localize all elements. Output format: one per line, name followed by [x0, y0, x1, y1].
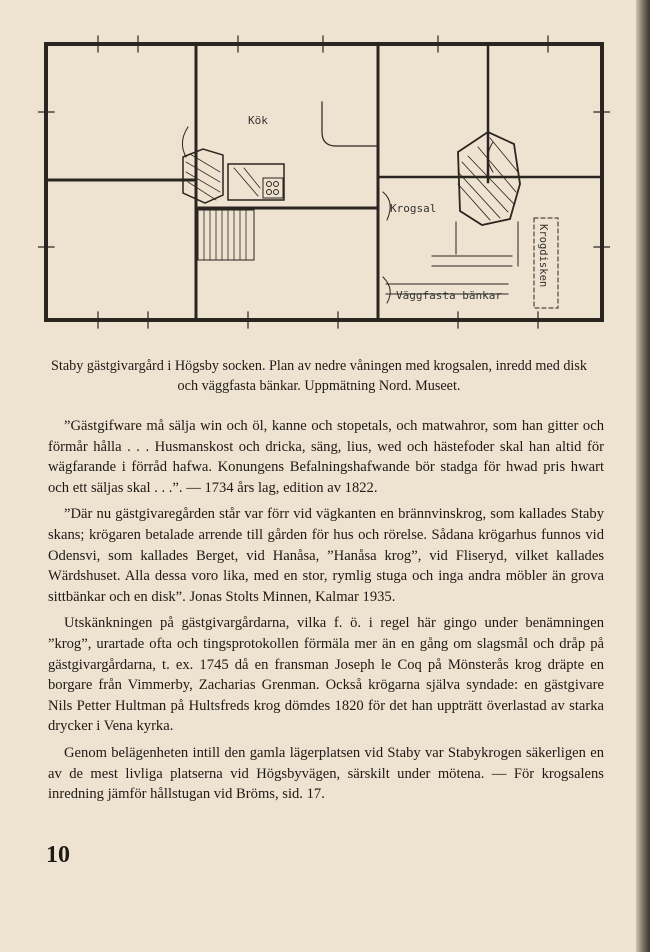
- plan-label-benches: Väggfasta bänkar: [396, 289, 502, 302]
- plan-label-kitchen: Kök: [248, 114, 268, 127]
- paragraph-staby: Genom belägenheten intill den gamla lägerplatsen vid Staby var Stabykrogen säkerligen en av de mest livliga platserna vid Högsbyvägen, särskilt under mötena. — För krogsalens inredning jämför hållstugan vid Bröms, sid. 17.: [48, 744, 604, 803]
- plan-label-tavern-hall: Krogsal: [390, 202, 437, 215]
- figure-caption: Staby gästgivargård i Högsby socken. Plan av nedre våningen med krogsalen, inredd med disk och väggfasta bänkar. Uppmätning Nord. Museet.: [51, 358, 587, 394]
- paragraph-quote-stolt: ”Där nu gästgivaregården står var förr vid vägkanten en brännvinskrog, som kallades Staby skans; krögaren betalade arrende till gården för hus och rörelse. Sådana krögarhus funnos vid Odensvi, som kallades Berget, vid Hanåsa, ”Hanåsa krog”, vid Fliseryd, vilket kallades Wärdshuset. Alla dessa voro lika, med en stor, rymlig stuga och inga andra möbler än grova sittbänkar och en disk”. Jonas Stolts Minnen, Kalmar 1935.: [48, 506, 604, 605]
- body-text: [48, 416, 604, 811]
- page-edge: [636, 0, 650, 952]
- page-number: 10: [46, 842, 70, 868]
- plan-label-bar-counter: Krogdisken: [537, 224, 549, 288]
- floor-plan: [38, 32, 610, 332]
- paragraph-quote-law: ”Gästgifware må sälja win och öl, kanne och stopetals, och matwahror, som han gitter och förmår hålla . . . Husmanskost och dricka, säng, lius, wed och hästefoder skal han altid för wägfarande i förråd hafwa. Konungens Befalningshafwande bör stadga för hwad pris hwart och ett säljas skal . . .”. — 1734 års lag, edition av 1822.: [48, 418, 604, 496]
- paragraph-taverns: Utskänkningen på gästgivargårdarna, vilka f. ö. i regel här gingo under benämningen ”krog”, urartade ofta och tingsprotokollen förmäla mer än en gång om slagsmål och dråp på gästgivargårdarna, t. ex. 1745 då en fransman Joseph le Coq på Mönsterås krog dräpte en borgare från Vimmerby, Zacharias Grenman. Också krögarna själva syndade: en gästgivare Nils Petter Hultman på Hultsfreds krog dömdes 1820 för det han uppträtt överlastad av starka drycker i Vena kyrka.: [48, 615, 604, 735]
